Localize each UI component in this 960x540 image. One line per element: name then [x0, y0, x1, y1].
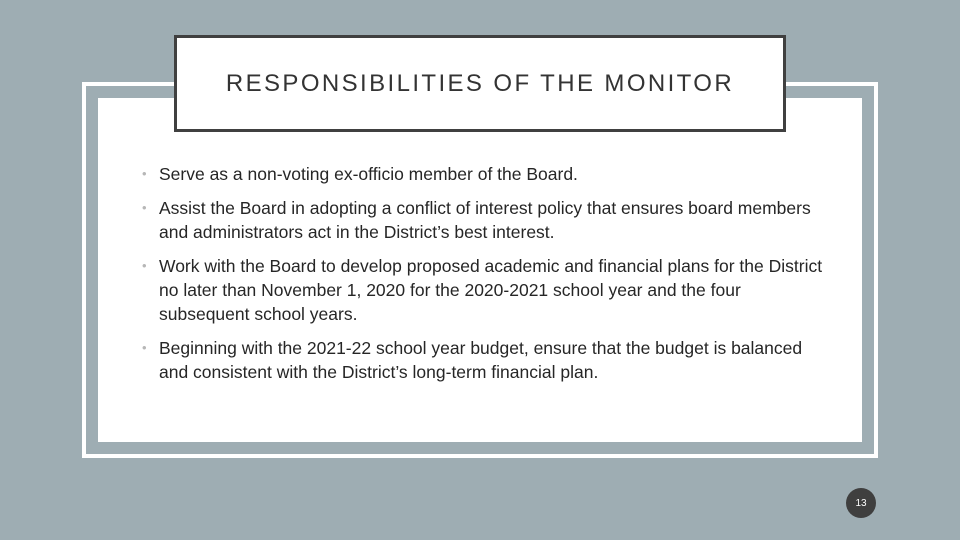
bullet-text: Assist the Board in adopting a conflict of interest policy that ensures board members and administrators act in the District’s best interest. [159, 198, 811, 242]
bullet-text: Serve as a non-voting ex-officio member of the Board. [159, 164, 578, 184]
bullet-item [142, 196, 832, 244]
bullet-item [142, 162, 832, 186]
title-box [174, 35, 786, 132]
page-number-badge: 13 [846, 488, 876, 518]
bullet-item [142, 336, 832, 384]
bullet-dot-icon: • [142, 258, 147, 273]
bullet-text: Work with the Board to develop proposed academic and financial plans for the District no later than November 1, 2020 for the 2020-2021 school year and the four subsequent school years. [159, 256, 823, 324]
slide-title: RESPONSIBILITIES OF THE MONITOR [225, 69, 735, 97]
bullet-dot-icon: • [142, 166, 147, 181]
bullet-dot-icon: • [142, 200, 147, 215]
bullet-item [142, 254, 832, 326]
bullet-list [142, 162, 832, 394]
bullet-dot-icon: • [142, 340, 147, 355]
bullet-text: Beginning with the 2021-22 school year budget, ensure that the budget is balanced and consistent with the District’s long-term financial plan. [159, 338, 803, 382]
